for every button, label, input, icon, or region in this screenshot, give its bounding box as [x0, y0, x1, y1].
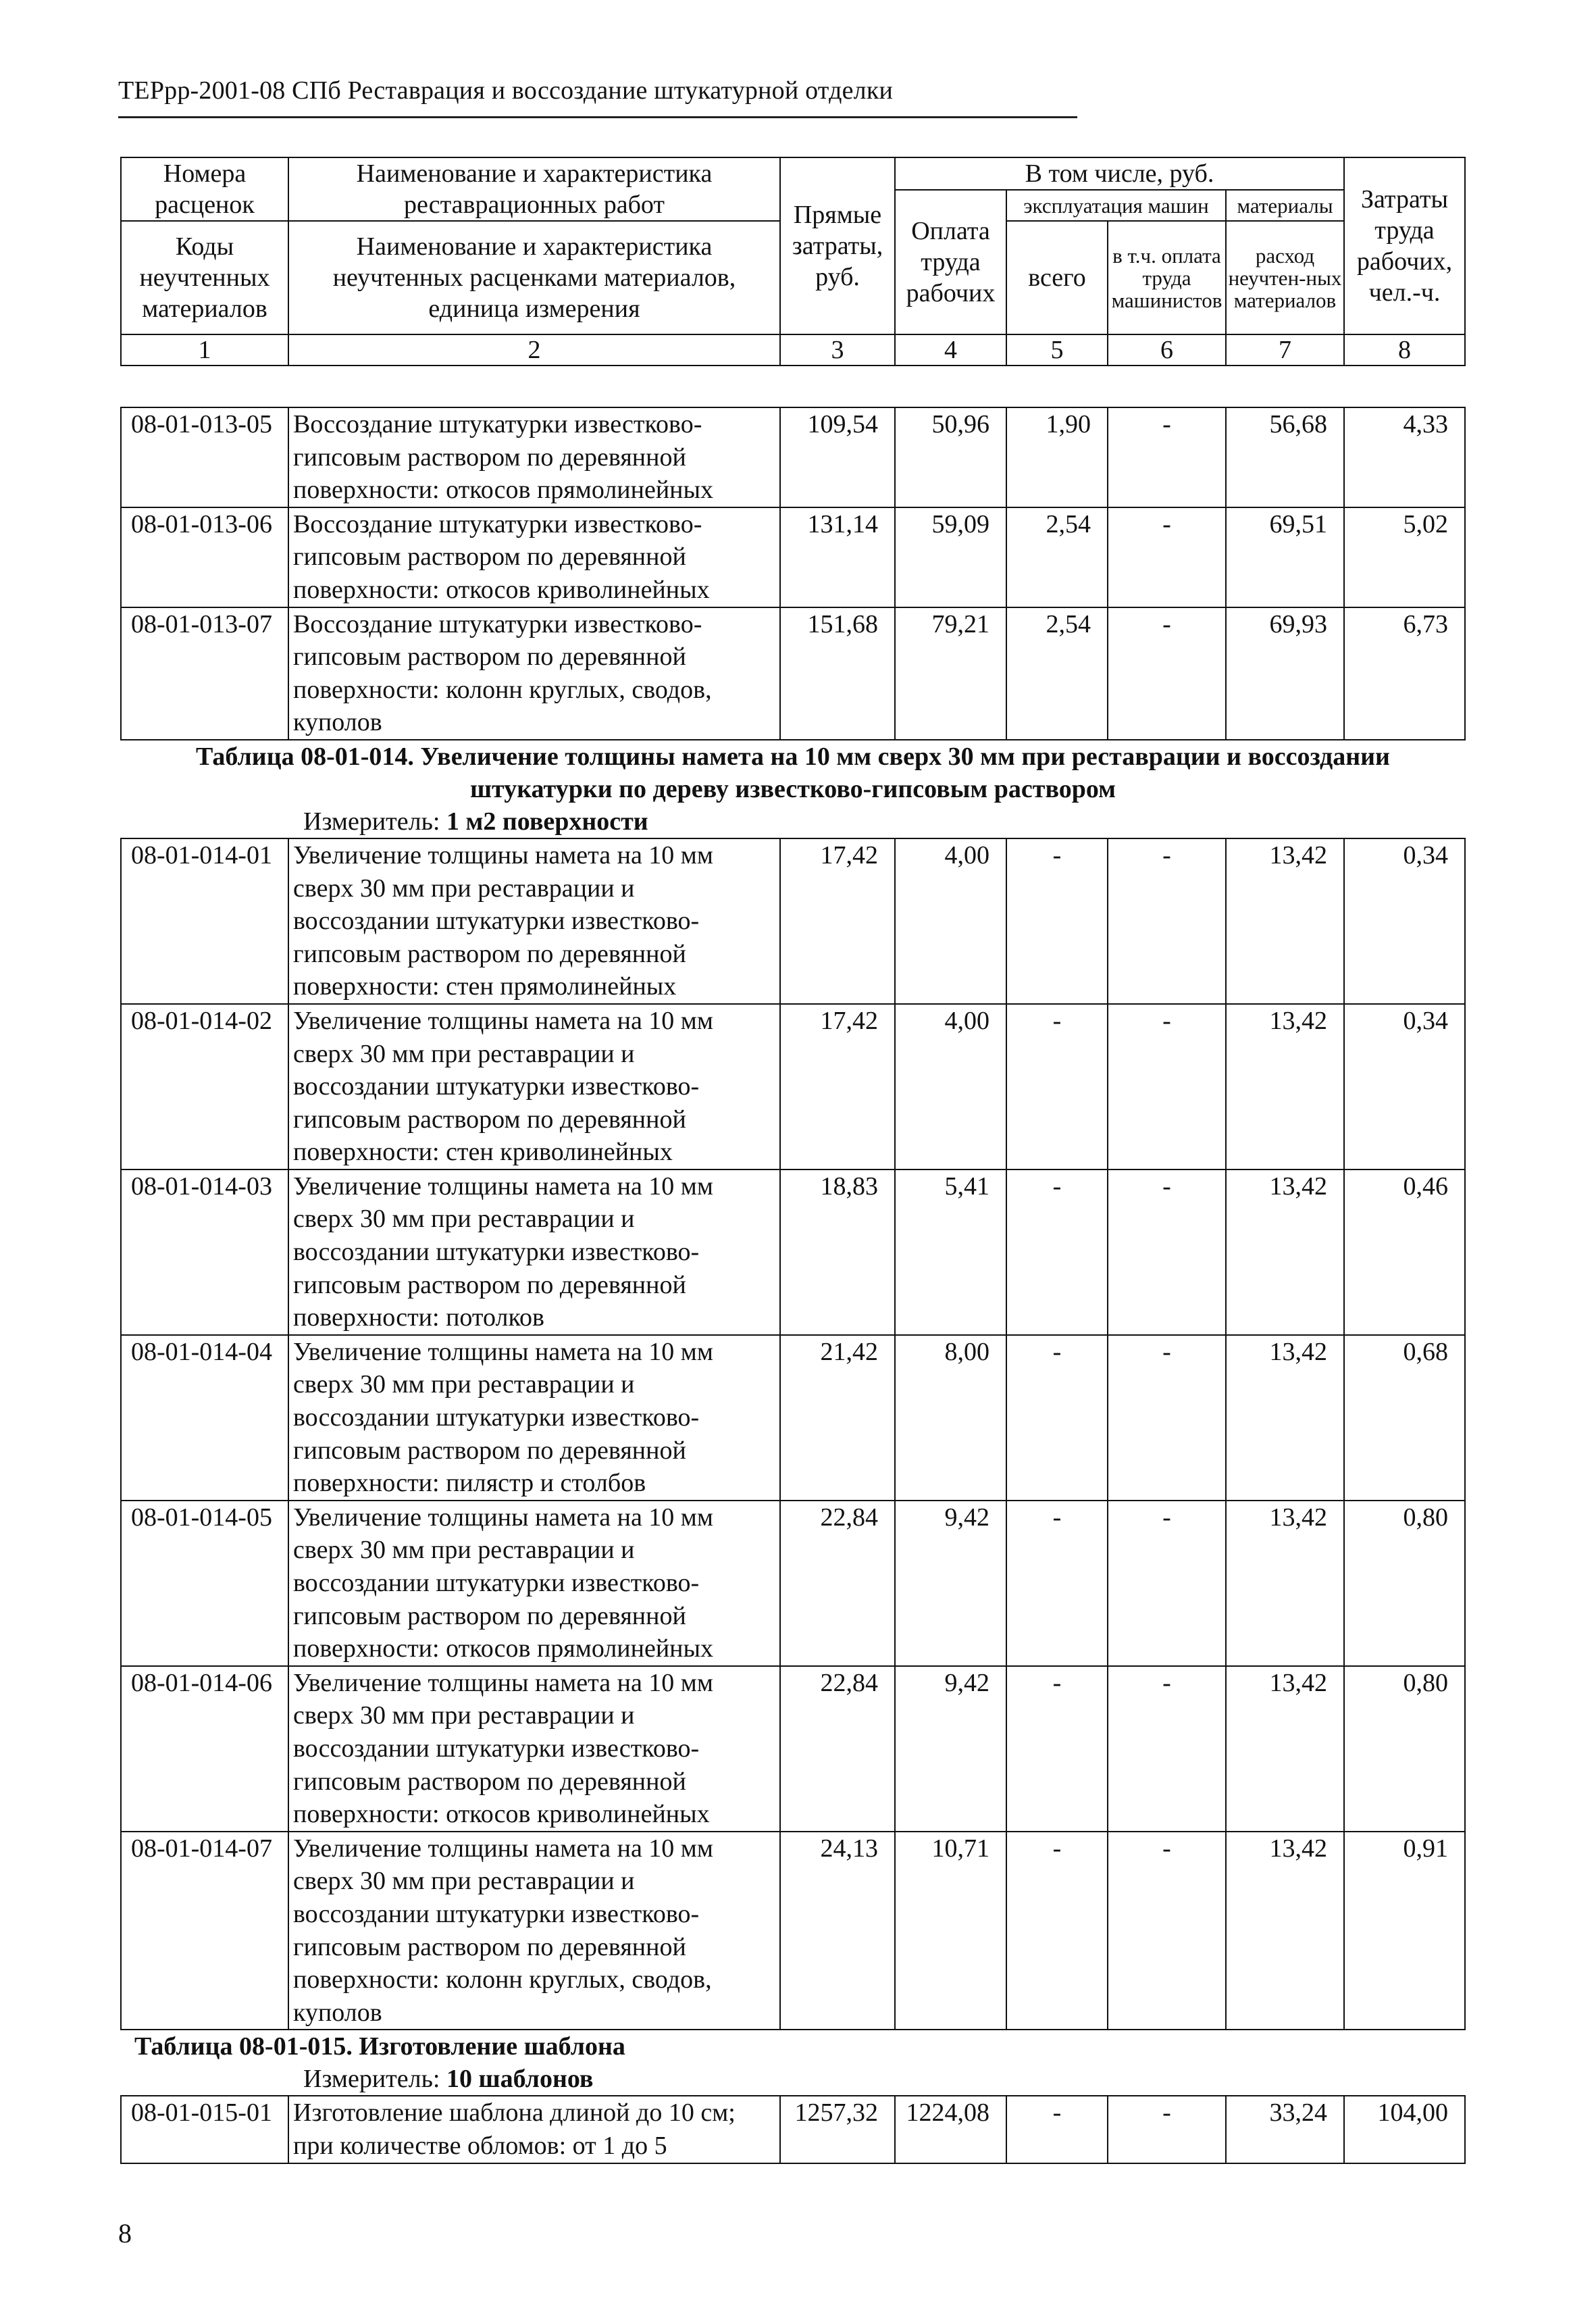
header-col6: в т.ч. оплата труда машинистов: [1108, 221, 1226, 334]
column-header-table: [120, 157, 1466, 366]
rate-row: [121, 1169, 1465, 1335]
header-col8: Затраты труда рабочих, чел.-ч.: [1344, 157, 1465, 334]
machine-cost: -: [1006, 1004, 1108, 1169]
header-col2-bottom: Наименование и характеристика неучтенных расценками материалов, единица измерения: [288, 221, 780, 334]
materials-cost: 13,42: [1226, 838, 1344, 1004]
rate-row: [121, 1832, 1465, 2030]
labor-hours: 104,00: [1344, 2096, 1465, 2163]
machine-cost: -: [1006, 1666, 1108, 1832]
header-col3: Прямые затраты, руб.: [780, 157, 895, 334]
header-machines-group: эксплуатация машин: [1006, 190, 1226, 221]
labor-hours: 0,46: [1344, 1169, 1465, 1335]
rate-row: [121, 1004, 1465, 1169]
machine-cost: 2,54: [1006, 607, 1108, 740]
rates-table: [120, 407, 1466, 2164]
rate-code: 08-01-014-03: [121, 1169, 288, 1335]
column-number: 8: [1344, 334, 1465, 366]
materials-cost: 13,42: [1226, 1501, 1344, 1666]
table-014-title: Таблица 08-01-014. Увеличение толщины намета на 10 мм сверх 30 мм при реставрации и воссоздании штукатурки по дереву известково-гипсовым раствором: [196, 742, 1390, 803]
machine-cost: -: [1006, 1832, 1108, 2030]
direct-cost: 21,42: [780, 1335, 895, 1501]
work-description: Увеличение толщины намета на 10 мм сверх 30 мм при реставрации и воссоздании штукатурки известково-гипсовым раствором по деревянной поверхности: стен криволинейных: [288, 1004, 780, 1169]
column-number: 3: [780, 334, 895, 366]
direct-cost: 1257,32: [780, 2096, 895, 2163]
materials-cost: 13,42: [1226, 1832, 1344, 2030]
machinist-cost: -: [1108, 607, 1226, 740]
work-description: Воссоздание штукатурки известково-гипсовым раствором по деревянной поверхности: колонн круглых, сводов, куполов: [288, 607, 780, 740]
work-description: Увеличение толщины намета на 10 мм сверх 30 мм при реставрации и воссоздании штукатурки известково-гипсовым раствором по деревянной поверхности: откосов криволинейных: [288, 1666, 780, 1832]
direct-cost: 151,68: [780, 607, 895, 740]
materials-cost: 69,51: [1226, 507, 1344, 607]
work-description: Увеличение толщины намета на 10 мм сверх 30 мм при реставрации и воссоздании штукатурки известково-гипсовым раствором по деревянной поверхности: пилястр и столбов: [288, 1335, 780, 1501]
header-col1-top: Номера расценок: [121, 157, 288, 221]
labor-cost: 10,71: [895, 1832, 1006, 2030]
labor-cost: 9,42: [895, 1666, 1006, 1832]
materials-cost: 13,42: [1226, 1169, 1344, 1335]
rate-code: 08-01-014-07: [121, 1832, 288, 2030]
header-col5: всего: [1006, 221, 1108, 334]
header-col4: Оплата труда рабочих: [895, 190, 1006, 334]
direct-cost: 22,84: [780, 1501, 895, 1666]
rows-table-015: [121, 2096, 1465, 2163]
work-description: Увеличение толщины намета на 10 мм сверх 30 мм при реставрации и воссоздании штукатурки известково-гипсовым раствором по деревянной поверхности: стен прямолинейных: [288, 838, 780, 1004]
labor-hours: 0,68: [1344, 1335, 1465, 1501]
labor-cost: 1224,08: [895, 2096, 1006, 2163]
machine-cost: -: [1006, 1335, 1108, 1501]
table-015-meter: Измеритель: 10 шаблонов: [303, 2065, 594, 2094]
rate-code: 08-01-014-02: [121, 1004, 288, 1169]
column-number: 1: [121, 334, 288, 366]
rate-code: 08-01-013-06: [121, 507, 288, 607]
machinist-cost: -: [1108, 1335, 1226, 1501]
labor-cost: 5,41: [895, 1169, 1006, 1335]
machine-cost: 2,54: [1006, 507, 1108, 607]
work-description: Увеличение толщины намета на 10 мм сверх 30 мм при реставрации и воссоздании штукатурки известково-гипсовым раствором по деревянной поверхности: колонн круглых, сводов, куполов: [288, 1832, 780, 2030]
machinist-cost: -: [1108, 407, 1226, 507]
materials-cost: 33,24: [1226, 2096, 1344, 2163]
rows-table-014: [121, 838, 1465, 2030]
rate-code: 08-01-014-01: [121, 838, 288, 1004]
machinist-cost: -: [1108, 1169, 1226, 1335]
materials-cost: 13,42: [1226, 1335, 1344, 1501]
direct-cost: 109,54: [780, 407, 895, 507]
table-014-meter: Измеритель: 1 м2 поверхности: [303, 807, 648, 836]
column-number: 2: [288, 334, 780, 366]
materials-cost: 13,42: [1226, 1004, 1344, 1169]
rate-row: [121, 2096, 1465, 2163]
rate-row: [121, 1666, 1465, 1832]
header-col7: расход неучтен-ных материалов: [1226, 221, 1344, 334]
column-number-row: [121, 334, 1465, 366]
labor-cost: 4,00: [895, 838, 1006, 1004]
rate-code: 08-01-014-05: [121, 1501, 288, 1666]
header-rule: [118, 116, 1077, 118]
machinist-cost: -: [1108, 1501, 1226, 1666]
labor-hours: 0,80: [1344, 1501, 1465, 1666]
header-materials-group: материалы: [1226, 190, 1344, 221]
direct-cost: 24,13: [780, 1832, 895, 2030]
column-number: 6: [1108, 334, 1226, 366]
header-col2-top: Наименование и характеристика реставрационных работ: [288, 157, 780, 221]
column-number: 4: [895, 334, 1006, 366]
table-015-title: Таблица 08-01-015. Изготовление шаблона: [134, 2032, 625, 2061]
header-group-label: В том числе, руб.: [895, 157, 1344, 190]
direct-cost: 22,84: [780, 1666, 895, 1832]
machine-cost: 1,90: [1006, 407, 1108, 507]
rate-row: [121, 1335, 1465, 1501]
labor-hours: 0,91: [1344, 1832, 1465, 2030]
labor-cost: 79,21: [895, 607, 1006, 740]
rows-table-013: [121, 407, 1465, 740]
header-col1-bottom: Коды неучтенных материалов: [121, 221, 288, 334]
direct-cost: 17,42: [780, 1004, 895, 1169]
machinist-cost: -: [1108, 838, 1226, 1004]
labor-hours: 0,80: [1344, 1666, 1465, 1832]
rate-code: 08-01-015-01: [121, 2096, 288, 2163]
rate-row: [121, 1501, 1465, 1666]
rate-row: [121, 507, 1465, 607]
work-description: Воссоздание штукатурки известково-гипсовым раствором по деревянной поверхности: откосов криволинейных: [288, 507, 780, 607]
running-header: ТЕРрр-2001-08 СПб Реставрация и воссоздание штукатурной отделки: [118, 76, 894, 105]
labor-hours: 6,73: [1344, 607, 1465, 740]
page-number: 8: [118, 2218, 132, 2248]
labor-cost: 59,09: [895, 507, 1006, 607]
table-015-caption: [121, 2030, 1465, 2096]
labor-cost: 9,42: [895, 1501, 1006, 1666]
rate-code: 08-01-014-06: [121, 1666, 288, 1832]
machine-cost: -: [1006, 838, 1108, 1004]
column-number: 5: [1006, 334, 1108, 366]
labor-hours: 0,34: [1344, 838, 1465, 1004]
machinist-cost: -: [1108, 1004, 1226, 1169]
machinist-cost: -: [1108, 2096, 1226, 2163]
work-description: Воссоздание штукатурки известково-гипсовым раствором по деревянной поверхности: откосов прямолинейных: [288, 407, 780, 507]
labor-hours: 4,33: [1344, 407, 1465, 507]
work-description: Увеличение толщины намета на 10 мм сверх 30 мм при реставрации и воссоздании штукатурки известково-гипсовым раствором по деревянной поверхности: откосов прямолинейных: [288, 1501, 780, 1666]
direct-cost: 18,83: [780, 1169, 895, 1335]
machine-cost: -: [1006, 1501, 1108, 1666]
materials-cost: 13,42: [1226, 1666, 1344, 1832]
machine-cost: -: [1006, 1169, 1108, 1335]
rate-row: [121, 607, 1465, 740]
direct-cost: 17,42: [780, 838, 895, 1004]
work-description: Увеличение толщины намета на 10 мм сверх 30 мм при реставрации и воссоздании штукатурки известково-гипсовым раствором по деревянной поверхности: потолков: [288, 1169, 780, 1335]
materials-cost: 69,93: [1226, 607, 1344, 740]
labor-hours: 5,02: [1344, 507, 1465, 607]
rate-code: 08-01-013-07: [121, 607, 288, 740]
rate-row: [121, 838, 1465, 1004]
labor-hours: 0,34: [1344, 1004, 1465, 1169]
labor-cost: 8,00: [895, 1335, 1006, 1501]
materials-cost: 56,68: [1226, 407, 1344, 507]
rate-row: [121, 407, 1465, 507]
direct-cost: 131,14: [780, 507, 895, 607]
machinist-cost: -: [1108, 507, 1226, 607]
table-014-caption: [121, 740, 1465, 838]
column-number: 7: [1226, 334, 1344, 366]
machinist-cost: -: [1108, 1832, 1226, 2030]
machine-cost: -: [1006, 2096, 1108, 2163]
labor-cost: 4,00: [895, 1004, 1006, 1169]
work-description: Изготовление шаблона длиной до 10 см; при количестве обломов: от 1 до 5: [288, 2096, 780, 2163]
rate-code: 08-01-014-04: [121, 1335, 288, 1501]
rate-code: 08-01-013-05: [121, 407, 288, 507]
machinist-cost: -: [1108, 1666, 1226, 1832]
labor-cost: 50,96: [895, 407, 1006, 507]
